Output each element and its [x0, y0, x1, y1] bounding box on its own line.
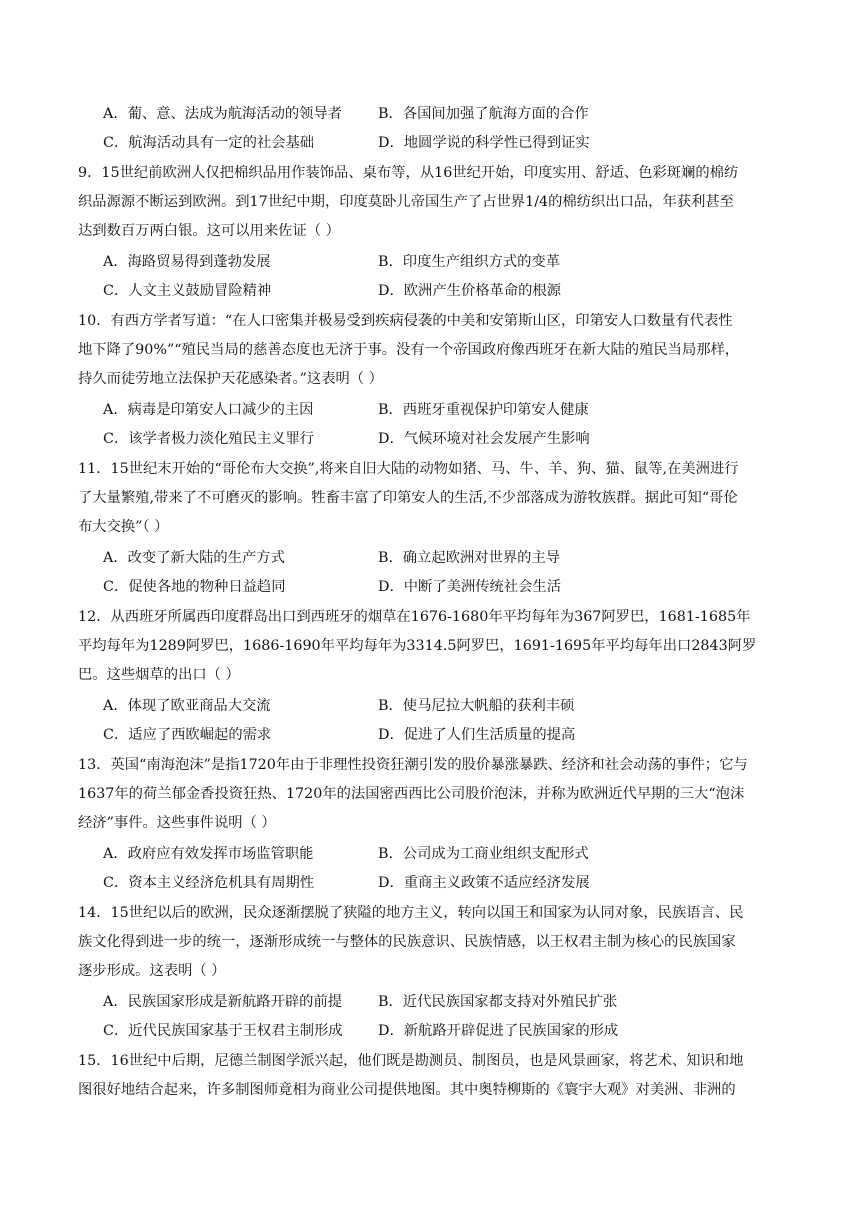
q11-stem-line-2: 了大量繁殖,带来了不可磨灭的影响。牲畜丰富了印第安人的生活,不少部落成为游牧族群。据此可知“哥伦	[78, 490, 738, 506]
q8-option-a: A．葡、意、法成为航海活动的领导者	[103, 106, 343, 122]
q14-option-b: B．近代民族国家都支持对外殖民扩张	[378, 994, 618, 1010]
q9-option-b: B．印度生产组织方式的变革	[378, 254, 561, 270]
q12-stem-line-2: 平均每年为1289阿罗巴，1686-1690年平均每年为3314.5阿罗巴，1691-1695年平均每年出口2843阿罗	[78, 638, 757, 654]
q9-stem-line-3: 达到数百万两白银。这可以用来佐证（ ）	[78, 223, 340, 239]
q14-stem-line-2: 族文化得到进一步的统一，逐渐形成统一与整体的民族意识、民族情感，以王权君主制为核心的民族国家	[78, 934, 736, 950]
q11-option-c: C．促使各地的物种日益趋同	[103, 579, 286, 595]
q13-stem-line-1: 13．英国“南海泡沫”是指1720年由于非理性投资狂潮引发的股价暴涨暴跌、经济和社会动荡的事件；它与	[78, 757, 748, 773]
q15-stem-line-2: 图很好地结合起来，许多制图师竟相为商业公司提供地图。其中奥特柳斯的《寰宇大观》对美洲、非洲的	[78, 1082, 736, 1098]
q13-stem-line-2: 1637年的荷兰郁金香投资狂热、1720年的法国密西西比公司股价泡沫，并称为欧洲近代早期的三大“泡沫	[78, 786, 745, 802]
q13-option-a: A．政府应有效发挥市场监管职能	[103, 846, 314, 862]
q12-option-d: D．促进了人们生活质量的提高	[378, 727, 576, 743]
q12-option-b: B．使马尼拉大帆船的获利丰硕	[378, 698, 575, 714]
q14-option-d: D．新航路开辟促进了民族国家的形成	[378, 1023, 619, 1039]
q15-stem-line-1: 15．16世纪中后期，尼德兰制图学派兴起，他们既是勘测员、制图员，也是风景画家，将艺术、知识和地	[78, 1053, 744, 1069]
q12-stem-line-1: 12．从西班牙所属西印度群岛出口到西班牙的烟草在1676-1680年平均每年为367阿罗巴，1681-1685年	[78, 609, 751, 625]
q9-option-d: D．欧洲产生价格革命的根源	[378, 283, 562, 299]
q13-option-d: D．重商主义政策不适应经济发展	[378, 875, 590, 891]
q8-option-d: D．地圆学说的科学性已得到证实	[378, 135, 590, 151]
q11-option-b: B．确立起欧洲对世界的主导	[378, 550, 561, 566]
q9-stem-line-2: 织品源源不断运到欧洲。到17世纪中期，印度莫卧儿帝国生产了占世界1/4的棉纺织出口品，年获利甚至	[78, 194, 734, 210]
q12-option-a: A．体现了欧亚商品大交流	[103, 698, 271, 714]
q14-stem-line-1: 14．15世纪以后的欧洲，民众逐渐摆脱了狭隘的地方主义，转向以国王和国家为认同对象，民族语言、民	[78, 905, 744, 921]
q9-option-c: C．人文主义鼓励冒险精神	[103, 283, 272, 299]
q10-option-d: D．气候环境对社会发展产生影响	[378, 431, 590, 447]
q13-option-c: C．资本主义经济危机具有周期性	[103, 875, 315, 891]
q10-stem-line-3: 持久而徒劳地立法保护天花感染者。”这表明（ ）	[78, 371, 383, 387]
q9-stem-line-1: 9．15世纪前欧洲人仅把棉织品用作装饰品、桌布等，从16世纪开始，印度实用、舒适、色彩斑斓的棉纺	[78, 165, 739, 181]
q9-option-a: A．海路贸易得到蓬勃发展	[103, 254, 271, 270]
q11-option-a: A．改变了新大陆的生产方式	[103, 550, 285, 566]
q10-stem-line-2: 地下降了90%”“殖民当局的慈善态度也无济于事。没有一个帝国政府像西班牙在新大陆的殖民当局那样，	[78, 342, 740, 358]
q11-stem-line-3: 布大交换”（ ）	[78, 519, 169, 535]
q11-option-d: D．中断了美洲传统社会生活	[378, 579, 562, 595]
q14-option-a: A．民族国家形成是新航路开辟的前提	[103, 994, 343, 1010]
q13-option-b: B．公司成为工商业组织支配形式	[378, 846, 589, 862]
q8-option-c: C．航海活动具有一定的社会基础	[103, 135, 315, 151]
q14-option-c: C．近代民族国家基于王权君主制形成	[103, 1023, 343, 1039]
q12-option-c: C．适应了西欧崛起的需求	[103, 727, 272, 743]
q8-option-b: B．各国间加强了航海方面的合作	[378, 106, 589, 122]
q10-option-b: B．西班牙重视保护印第安人健康	[378, 402, 589, 418]
q10-stem-line-1: 10．有西方学者写道：“在人口密集并极易受到疾病侵袭的中美和安第斯山区，印第安人口数量有代表性	[78, 313, 733, 329]
q10-option-a: A．病毒是印第安人口减少的主因	[103, 402, 314, 418]
q13-stem-line-3: 经济”事件。这些事件说明（ ）	[78, 815, 276, 831]
q12-stem-line-3: 巴。这些烟草的出口（ ）	[78, 667, 240, 683]
q11-stem-line-1: 11．15世纪末开始的“哥伦布大交换”,将来自旧大陆的动物如猪、马、牛、羊、狗、猫、鼠等,在美洲进行	[78, 461, 739, 477]
q14-stem-line-3: 逐步形成。这表明（ ）	[78, 963, 226, 979]
q10-option-c: C．该学者极力淡化殖民主义罪行	[103, 431, 315, 447]
